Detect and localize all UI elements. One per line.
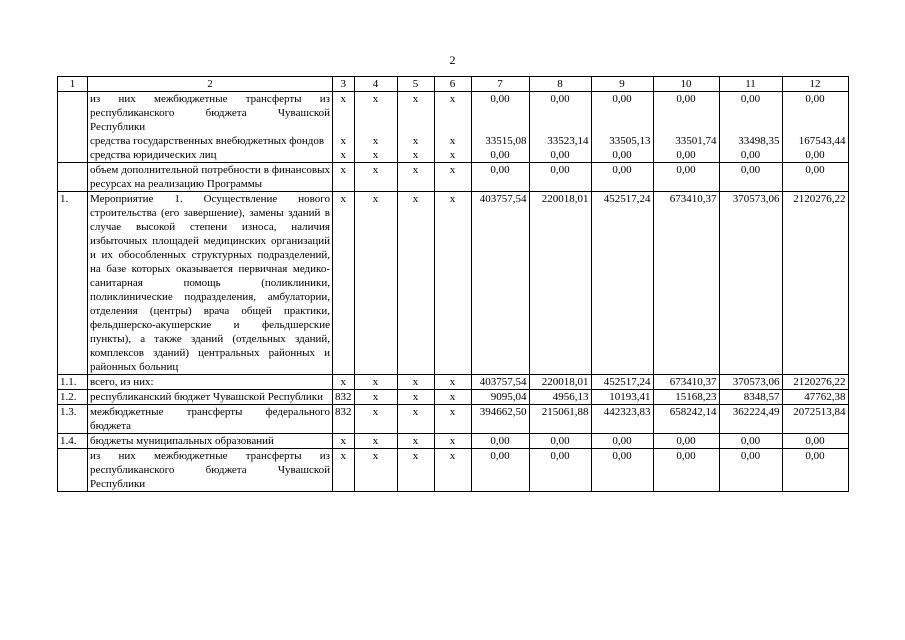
row-value-11: 0,00 [719, 163, 782, 192]
row-value-7: 0,00 [471, 148, 529, 163]
row-col6: х [434, 390, 471, 405]
row-name: из них межбюджетные трансферты из республиканского бюджета Чувашской Республики [88, 449, 333, 492]
row-value-9: 452517,24 [591, 192, 653, 375]
row-col5: х [397, 390, 434, 405]
row-code: х [333, 192, 355, 375]
row-value-11: 0,00 [719, 148, 782, 163]
table-row [58, 92, 849, 135]
row-col4: х [354, 434, 397, 449]
row-value-10: 0,00 [653, 163, 719, 192]
row-col6: х [434, 449, 471, 492]
row-value-11: 8348,57 [719, 390, 782, 405]
row-value-11: 0,00 [719, 92, 782, 135]
row-value-10: 0,00 [653, 434, 719, 449]
row-col4: х [354, 192, 397, 375]
table-row [58, 405, 849, 434]
row-value-10: 33501,74 [653, 134, 719, 148]
row-value-11: 370573,06 [719, 192, 782, 375]
table-row [58, 434, 849, 449]
table-row [58, 375, 849, 390]
row-number [58, 92, 88, 135]
page-number: 2 [449, 53, 456, 67]
column-header: 3 [333, 77, 355, 92]
table-row [58, 148, 849, 163]
row-value-7: 33515,08 [471, 134, 529, 148]
row-value-11: 370573,06 [719, 375, 782, 390]
row-value-11: 0,00 [719, 449, 782, 492]
row-value-9: 33505,13 [591, 134, 653, 148]
row-col5: х [397, 163, 434, 192]
row-value-9: 0,00 [591, 92, 653, 135]
row-col5: х [397, 134, 434, 148]
row-name: Мероприятие 1. Осуществление нового строительства (его завершение), замены зданий в случае высокой степени износа, наличия избыточных площадей медицинских организаций и их обособленных структурных подразделений, на базе которых оказывается первичная медико-санитарная помощь (поликлиники, поликлинические подразделения, амбулатории, отделения (центры) врача общей практики, фельдшерско-акушерские и фельдшерские пункты), а также зданий (отдельных зданий, комплексов зданий) центральных районных и районных больниц [88, 192, 333, 375]
row-name: бюджеты муниципальных образований [88, 434, 333, 449]
column-header: 5 [397, 77, 434, 92]
row-value-8: 215061,88 [529, 405, 591, 434]
row-number: 1.3. [58, 405, 88, 434]
row-col5: х [397, 449, 434, 492]
row-col4: х [354, 148, 397, 163]
table-header-row [58, 77, 849, 92]
row-number: 1.4. [58, 434, 88, 449]
row-code: х [333, 449, 355, 492]
row-name: республиканский бюджет Чувашской Республики [88, 390, 333, 405]
row-col6: х [434, 148, 471, 163]
row-value-7: 394662,50 [471, 405, 529, 434]
row-number: 1. [58, 192, 88, 375]
row-number: 1.2. [58, 390, 88, 405]
row-value-7: 0,00 [471, 163, 529, 192]
row-col5: х [397, 192, 434, 375]
row-value-8: 0,00 [529, 92, 591, 135]
row-value-12: 0,00 [782, 148, 848, 163]
row-number [58, 163, 88, 192]
row-value-11: 362224,49 [719, 405, 782, 434]
row-value-9: 10193,41 [591, 390, 653, 405]
row-value-8: 0,00 [529, 148, 591, 163]
row-value-12: 2072513,84 [782, 405, 848, 434]
row-col5: х [397, 375, 434, 390]
row-value-9: 0,00 [591, 148, 653, 163]
column-header: 2 [88, 77, 333, 92]
row-value-10: 0,00 [653, 449, 719, 492]
row-value-8: 220018,01 [529, 375, 591, 390]
row-value-12: 47762,38 [782, 390, 848, 405]
row-value-10: 658242,14 [653, 405, 719, 434]
row-value-11: 33498,35 [719, 134, 782, 148]
row-name: из них межбюджетные трансферты из республиканского бюджета Чувашской Республики [88, 92, 333, 135]
row-value-12: 2120276,22 [782, 375, 848, 390]
row-code: х [333, 375, 355, 390]
row-col4: х [354, 92, 397, 135]
row-value-9: 0,00 [591, 449, 653, 492]
row-code: х [333, 148, 355, 163]
row-value-12: 2120276,22 [782, 192, 848, 375]
row-col4: х [354, 375, 397, 390]
row-name: всего, из них: [88, 375, 333, 390]
table-row [58, 163, 849, 192]
row-code: 832 [333, 390, 355, 405]
row-code: 832 [333, 405, 355, 434]
column-header: 1 [58, 77, 88, 92]
column-header: 10 [653, 77, 719, 92]
column-header: 8 [529, 77, 591, 92]
column-header: 6 [434, 77, 471, 92]
column-header: 12 [782, 77, 848, 92]
row-value-7: 9095,04 [471, 390, 529, 405]
row-col5: х [397, 92, 434, 135]
row-col5: х [397, 148, 434, 163]
row-value-10: 0,00 [653, 92, 719, 135]
row-value-10: 15168,23 [653, 390, 719, 405]
row-number [58, 134, 88, 148]
row-col6: х [434, 405, 471, 434]
row-value-12: 0,00 [782, 163, 848, 192]
row-col5: х [397, 434, 434, 449]
row-value-7: 0,00 [471, 92, 529, 135]
row-code: х [333, 92, 355, 135]
row-col6: х [434, 434, 471, 449]
row-value-10: 0,00 [653, 148, 719, 163]
row-value-8: 0,00 [529, 163, 591, 192]
row-value-7: 403757,54 [471, 375, 529, 390]
column-header: 9 [591, 77, 653, 92]
row-code: х [333, 434, 355, 449]
row-value-10: 673410,37 [653, 192, 719, 375]
row-value-8: 33523,14 [529, 134, 591, 148]
row-name: средства юридических лиц [88, 148, 333, 163]
row-col5: х [397, 405, 434, 434]
row-value-9: 0,00 [591, 434, 653, 449]
row-number [58, 449, 88, 492]
row-col6: х [434, 92, 471, 135]
row-value-12: 167543,44 [782, 134, 848, 148]
row-col4: х [354, 134, 397, 148]
row-value-10: 673410,37 [653, 375, 719, 390]
table-row [58, 192, 849, 375]
table-row [58, 390, 849, 405]
row-col6: х [434, 163, 471, 192]
row-value-7: 0,00 [471, 449, 529, 492]
row-number [58, 148, 88, 163]
column-header: 11 [719, 77, 782, 92]
row-value-9: 0,00 [591, 163, 653, 192]
row-value-7: 403757,54 [471, 192, 529, 375]
row-value-12: 0,00 [782, 92, 848, 135]
row-col6: х [434, 134, 471, 148]
column-header: 7 [471, 77, 529, 92]
column-header: 4 [354, 77, 397, 92]
row-code: х [333, 163, 355, 192]
row-value-12: 0,00 [782, 449, 848, 492]
row-value-12: 0,00 [782, 434, 848, 449]
budget-table [57, 76, 849, 492]
row-value-11: 0,00 [719, 434, 782, 449]
row-value-8: 0,00 [529, 449, 591, 492]
row-value-7: 0,00 [471, 434, 529, 449]
row-code: х [333, 134, 355, 148]
row-value-8: 4956,13 [529, 390, 591, 405]
row-value-9: 452517,24 [591, 375, 653, 390]
row-col6: х [434, 192, 471, 375]
table-row [58, 449, 849, 492]
row-value-9: 442323,83 [591, 405, 653, 434]
row-col4: х [354, 405, 397, 434]
row-col6: х [434, 375, 471, 390]
row-value-8: 0,00 [529, 434, 591, 449]
row-name: межбюджетные трансферты федерального бюджета [88, 405, 333, 434]
table-row [58, 134, 849, 148]
row-number: 1.1. [58, 375, 88, 390]
row-name: средства государственных внебюджетных фондов [88, 134, 333, 148]
row-col4: х [354, 163, 397, 192]
row-col4: х [354, 449, 397, 492]
row-col4: х [354, 390, 397, 405]
row-value-8: 220018,01 [529, 192, 591, 375]
row-name: объем дополнительной потребности в финансовых ресурсах на реализацию Программы [88, 163, 333, 192]
